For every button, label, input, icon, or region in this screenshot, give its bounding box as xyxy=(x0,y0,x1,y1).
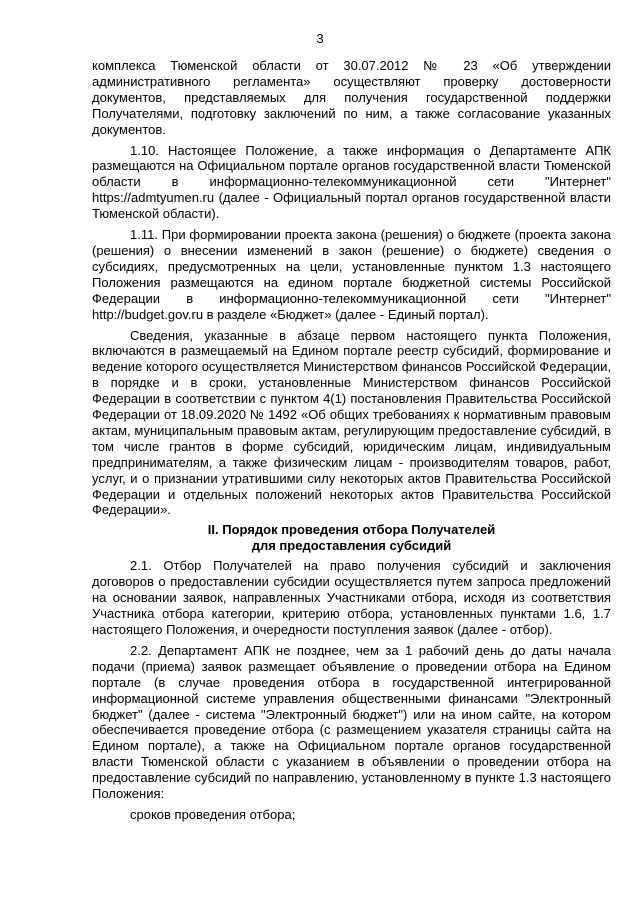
paragraph-1-11-info: Сведения, указанные в абзаце первом настоящего пункта Положения, включаются в размещаемый на Едином портале реестр субсидий, формирование и ведение которого осуществляется Министерством финансов Российской Федерации, в порядке и в сроки, установленные Министерством финансов Российской Федерации в соответствии с пунктом 4(1) постановления Правительства Российской Федерации от 18.09.2020 № 1492 «Об общих требованиях к нормативным правовым актам, муниципальным правовым актам, регулирующим предоставление субсидий, в том числе грантов в форме субсидий, юридическим лицам, индивидуальным предпринимателям, а также физическим лицам - производителям товаров, работ, услуг, и о признании утратившими силу некоторых актов Правительства Российской Федерации и отдельных положений некоторых актов Правительства Российской Федерации». xyxy=(92,327,611,518)
page-number: 3 xyxy=(316,31,324,46)
paragraph-1-10: 1.10. Настоящее Положение, а также информация о Департаменте АПК размещаются на Официальном портале органов государственной власти Тюменской области в информационно-телекоммуникационной сети "Интернет" https://admtyumen.ru (далее - Официальный портал органов государственной власти Тюменской области). xyxy=(92,142,611,222)
paragraph-2-1: 2.1. Отбор Получателей на право получения субсидий и заключения договоров о предоставлении субсидии осуществляется путем запроса предложений на основании заявок, направленных Участниками отбора, исходя из соответствия Участника отбора категории, критерию отбора, установленных пунктами 1.6, 1.7 настоящего Положения, и очередности поступления заявок (далее - отбор). xyxy=(92,558,611,637)
paragraph-list-item: сроков проведения отбора; xyxy=(130,806,296,822)
paragraph-2-2: 2.2. Департамент АПК не позднее, чем за 1 рабочий день до даты начала подачи (приема) заявок размещает объявление о проведении отбора на Едином портале (в случае проведения отбора в государственной интегрированной информационной системе управления общественными финансами "Электронный бюджет" (далее - система "Электронный бюджет") или на ином сайте, на котором обеспечивается проведение отбора (с размещением указателя страницы сайта на Едином портале), а также на Официальном портале органов государственной власти Тюменской области с указанием в объявлении о проведении отбора на предоставление субсидий по направлению, установленному в пункте 1.3 настоящего Положения: xyxy=(92,642,611,802)
paragraph-1-11: 1.11. При формировании проекта закона (решения) о бюджете (проекта закона (решения) о внесении изменений в закон (решение) о бюджете) сведения о субсидиях, предусмотренных на цели, установленные пунктом 1.3 настоящего Положения размещаются на едином портале бюджетной системы Российской Федерации в информационно-телекоммуникационной сети "Интернет" http://budget.gov.ru в разделе «Бюджет» (далее - Единый портал). xyxy=(92,227,611,322)
section-heading-line-2: для предоставления субсидий xyxy=(251,538,452,554)
paragraph-continuation: комплекса Тюменской области от 30.07.2012 № 23 «Об утверждении административного регламента» осуществляют проверку достоверности документов, представляемых для получения государственной поддержки Получателями, подготовку заключений по ним, а также согласование указанных документов. xyxy=(92,58,611,137)
document-body xyxy=(92,58,611,823)
section-heading xyxy=(92,522,611,554)
section-heading-line-1: II. Порядок проведения отбора Получателей xyxy=(207,522,496,538)
